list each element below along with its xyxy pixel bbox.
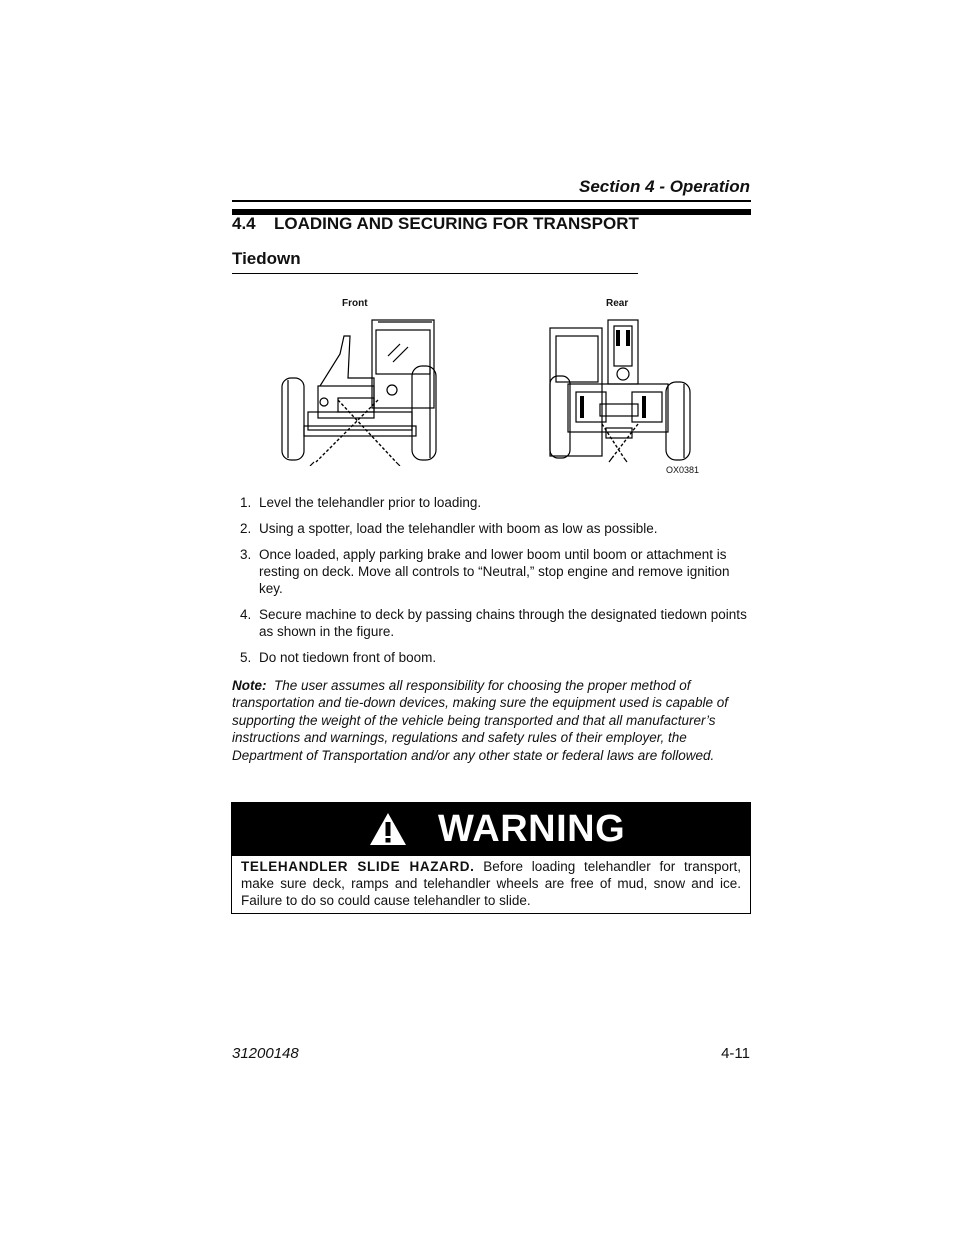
step-number: 1. [240, 495, 252, 510]
step-number: 5. [240, 650, 252, 665]
heading-number: 4.4 [232, 214, 256, 233]
note-text: The user assumes all responsibility for choosing the proper method of transportation and tie-down devices, making sure the equipment used is capable of supporting the weight of the vehicle being transported and that all manufacturer’s instructions and warnings, regulations and safety rules of their employer, the Department of Transportation and/or any other state or federal laws are followed. [232, 678, 729, 763]
note-paragraph [232, 677, 750, 764]
section-header: Section 4 - Operation [579, 177, 750, 196]
subheading: Tiedown [232, 249, 301, 268]
rear-view-illustration [546, 316, 696, 466]
note-label: Note: [232, 678, 267, 693]
step-text: Using a spotter, load the telehandler with boom as low as possible. [259, 521, 658, 536]
list-item [232, 649, 750, 666]
list-item [232, 606, 750, 640]
list-item [232, 520, 750, 537]
list-item [232, 494, 750, 511]
list-item [232, 546, 750, 597]
hazard-label: TELEHANDLER SLIDE HAZARD. [241, 859, 475, 874]
warning-body: Before loading telehandler for transport, make sure deck, ramps and telehandler wheels are free of mud, snow and ice. Failure to do so could cause telehandler to slide. [241, 859, 741, 909]
doc-number: 31200148 [232, 1045, 299, 1062]
step-text: Level the telehandler prior to loading. [259, 495, 482, 510]
step-number: 2. [240, 521, 252, 536]
warning-title: WARNING [438, 808, 626, 850]
subheading-rule [232, 273, 638, 274]
figure-id: OX0381 [666, 465, 700, 475]
heading-title: LOADING AND SECURING FOR TRANSPORT [274, 214, 639, 233]
section-heading [232, 214, 639, 234]
front-label: Front [342, 298, 368, 309]
warning-text [241, 858, 741, 910]
warning-box [231, 802, 751, 914]
rear-label: Rear [606, 298, 629, 309]
warning-banner [232, 803, 750, 856]
page-number: 4-11 [721, 1045, 750, 1062]
step-number: 3. [240, 547, 252, 562]
step-text: Once loaded, apply parking brake and lower boom until boom or attachment is resting on deck. Move all controls to “Neutral,” stop engine and remove ignition key. [259, 547, 730, 596]
header-rule [232, 200, 751, 202]
step-text: Secure machine to deck by passing chains through the designated tiedown points as shown in the figure. [259, 607, 747, 639]
front-view-illustration [278, 316, 442, 466]
warning-triangle-icon [368, 811, 408, 847]
step-number: 4. [240, 607, 252, 622]
steps-list [232, 494, 750, 675]
step-text: Do not tiedown front of boom. [259, 650, 437, 665]
